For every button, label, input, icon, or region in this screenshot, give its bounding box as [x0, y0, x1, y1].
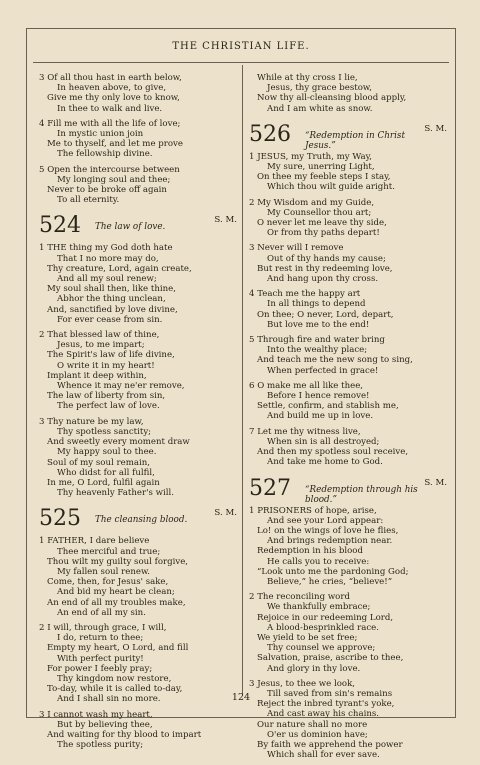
verse-line: To-day, while it is called to-day,	[47, 684, 183, 695]
verse	[39, 710, 239, 751]
verse-line: And teach me the new song to sing,	[257, 355, 413, 366]
verse-line: 5 Open the intercourse between	[39, 164, 180, 175]
verse-line: Thou wilt my guilty soul forgive,	[47, 556, 189, 567]
hymn-meter: S. M.	[424, 477, 447, 488]
header-rule	[33, 62, 449, 63]
verse-line: 1 JESUS, my Truth, my Way,	[249, 151, 373, 162]
verse-line: Thee merciful and true;	[57, 546, 161, 557]
verse-line: The fellowship divine.	[57, 149, 153, 160]
verse-line: 2 The reconciling word	[249, 592, 350, 603]
verse-line: And I shall sin no more.	[57, 694, 161, 705]
verse-line: And I am white as snow.	[267, 103, 373, 114]
verse-line: On thee my feeble steps I stay,	[257, 172, 391, 183]
verse-line: 2 That blessed law of thine,	[39, 330, 160, 341]
verse-line: In all things to depend	[267, 299, 366, 310]
verse-line: The perfect law of love.	[57, 401, 160, 412]
verse-line: Now thy all-cleansing blood apply,	[257, 93, 407, 104]
verse-line: Me to thyself, and let me prove	[47, 139, 184, 150]
verse-line: Rejoice in our redeeming Lord,	[257, 612, 394, 623]
verse-line: Settle, confirm, and stablish me,	[257, 401, 399, 412]
verse-line: Come, then, for Jesus' sake,	[47, 577, 169, 588]
verse-line: Out of thy hands my cause;	[267, 253, 386, 264]
verse	[39, 243, 239, 325]
verse-line: And hang upon thy cross.	[267, 274, 379, 285]
verse-line: While at thy cross I lie,	[257, 73, 358, 83]
verse	[249, 198, 449, 239]
page-number: 124	[231, 692, 251, 703]
verse-line: And then my spotless soul receive,	[257, 447, 409, 458]
verse-line: The spotless purity;	[57, 740, 144, 751]
hymn-number: 526	[249, 121, 291, 147]
verse-line: 2 I will, through grace, I will,	[39, 622, 167, 633]
verse-line: An end of all my sin.	[57, 607, 146, 618]
verse-line: A blood-besprinkled race.	[267, 622, 379, 633]
verse	[249, 592, 449, 674]
verse	[249, 506, 449, 588]
verse-line: “Look unto me the pardoning God;	[257, 566, 409, 577]
verse-line: Lo! on the wings of love he flies,	[257, 525, 399, 536]
verse-line: 6 O make me all like thee,	[249, 380, 364, 391]
verse	[249, 243, 449, 284]
verse-line: Into the wealthy place;	[267, 345, 368, 356]
left-column	[39, 73, 239, 755]
verse-line: In heaven above, to give,	[57, 83, 167, 94]
verse-line: And cast away his chains.	[267, 709, 380, 720]
verse	[39, 417, 239, 499]
verse-line: O write it in my heart!	[57, 360, 155, 371]
verse-line: 3 Never will I remove	[249, 243, 344, 254]
verse	[39, 119, 239, 160]
verse-line: And waiting for thy blood to impart	[47, 729, 202, 740]
verse	[249, 679, 449, 761]
verse-line: When perfected in grace!	[267, 365, 379, 376]
verse-line: Who didst for all fulfil,	[57, 467, 155, 478]
verse-line: For power I feebly pray;	[47, 663, 153, 674]
hymn-heading	[39, 213, 239, 241]
verse	[39, 536, 239, 618]
hymn-heading	[249, 476, 449, 504]
verse-line: Implant it deep within,	[47, 370, 147, 381]
verse	[249, 73, 449, 114]
verse-line: In thee to walk and live.	[57, 103, 163, 114]
verse-line: And take me home to God.	[267, 457, 383, 468]
verse	[39, 330, 239, 412]
verse-line: 4 Fill me with all the life of love;	[39, 118, 181, 129]
hymn-meter: S. M.	[214, 215, 237, 226]
verse-line: 7 Let me thy witness live,	[249, 426, 361, 437]
verse-line: My happy soul to thee.	[57, 447, 157, 458]
verse-line: O never let me leave thy side,	[257, 218, 387, 229]
verse-line: Thy heavenly Father's will.	[57, 488, 174, 499]
verse-line: Or from thy paths depart!	[267, 228, 380, 239]
verse-line: In mystic union join	[57, 129, 144, 140]
hymn-number: 524	[39, 213, 81, 239]
verse-line: He calls you to receive:	[267, 556, 370, 567]
verse-line: That I no more may do,	[57, 253, 159, 264]
verse-line: The Spirit's law of life divine,	[47, 350, 175, 361]
verse-line: 4 Teach me the happy art	[249, 289, 361, 300]
verse	[249, 335, 449, 376]
verse-line: To all eternity.	[57, 195, 120, 206]
verse-line: And glory in thy love.	[267, 663, 361, 674]
verse-line: And see your Lord appear:	[267, 515, 384, 526]
verse-line: Salvation, praise, ascribe to thee,	[257, 653, 404, 664]
verse-line: Reject the inbred tyrant's yoke,	[257, 699, 395, 710]
verse-line: Till saved from sin's remains	[267, 688, 393, 699]
verse-line: Soul of my soul remain,	[47, 457, 150, 468]
verse-line: We thankfully embrace;	[267, 602, 371, 613]
verse-line: And sweetly every moment draw	[47, 437, 190, 448]
verse-line: Which shall for ever save.	[267, 750, 380, 761]
verse-line: In me, O Lord, fulfil again	[47, 477, 160, 488]
verse-line: But by believing thee,	[57, 719, 153, 730]
verse	[249, 152, 449, 193]
verse-line: When sin is all destroyed;	[267, 436, 380, 447]
verse-line: Abhor the thing unclean,	[57, 294, 166, 305]
verse-line: 1 FATHER, I dare believe	[39, 536, 150, 547]
verse-line: With perfect purity!	[57, 653, 144, 664]
column-divider	[242, 65, 243, 695]
verse-line: Our nature shall no more	[257, 719, 368, 730]
verse-line: 2 My Wisdom and my Guide,	[249, 197, 375, 208]
verse-line: Never to be broke off again	[47, 185, 167, 196]
verse-line: Jesus, thy grace bestow,	[267, 83, 372, 94]
verse-line: And build me up in love.	[267, 411, 374, 422]
verse-line: O'er us dominion have;	[267, 729, 368, 740]
verse-line: And all my soul renew;	[57, 274, 157, 285]
verse-line: 3 I cannot wash my heart,	[39, 709, 153, 720]
verse-line: 3 Thy nature be my law,	[39, 416, 144, 427]
hymn-heading	[249, 122, 449, 150]
verse-line: 3 Of all thou hast in earth below,	[39, 73, 182, 83]
verse-line: By faith we apprehend the power	[257, 739, 403, 750]
verse	[249, 427, 449, 468]
hymn-title: “Redemption through his blood.”	[305, 484, 418, 505]
hymnal-page	[26, 28, 456, 761]
verse-line: Jesus, to me impart;	[57, 340, 145, 351]
verse-line: Whence it may ne'er remove,	[57, 381, 185, 392]
verse-line: My Counsellor thou art;	[267, 207, 372, 218]
verse-line: We yield to be set free;	[257, 632, 358, 643]
verse-line: Thy kingdom now restore,	[57, 673, 172, 684]
verse-line: The law of liberty from sin,	[47, 391, 166, 402]
verse-line: And brings redemption near.	[267, 536, 393, 547]
verse-line: My fallen soul renew.	[57, 566, 151, 577]
verse-line: For ever cease from sin.	[57, 314, 163, 325]
hymn-title: “Redemption in Christ Jesus.”	[305, 130, 405, 151]
verse	[39, 165, 239, 206]
hymn-number: 525	[39, 506, 81, 532]
hymn-title: The cleansing blood.	[95, 515, 188, 526]
hymn-number: 527	[249, 475, 291, 501]
verse-line: But love me to the end!	[267, 319, 370, 330]
verse-line: 3 Jesus, to thee we look,	[249, 678, 356, 689]
verse-line: Thy spotless sanctity;	[57, 426, 152, 437]
verse-line: And bid my heart be clean;	[57, 587, 175, 598]
right-column	[249, 73, 449, 765]
verse-line: Thy creature, Lord, again create,	[47, 263, 192, 274]
hymn-title: The law of love.	[95, 222, 166, 233]
verse-line: 1 THE thing my God doth hate	[39, 243, 173, 254]
hymn-heading	[39, 506, 239, 534]
verse-line: Thy counsel we approve;	[267, 643, 376, 654]
verse	[249, 289, 449, 330]
running-header: THE CHRISTIAN LIFE.	[172, 41, 310, 52]
verse	[249, 381, 449, 422]
verse	[39, 73, 239, 114]
hymn-meter: S. M.	[424, 123, 447, 134]
verse-line: Before I hence remove!	[267, 391, 370, 402]
verse-line: My longing soul and thee;	[57, 174, 171, 185]
verse-line: My sure, unerring Light,	[267, 162, 375, 173]
verse-line: I do, return to thee;	[57, 633, 144, 644]
verse-line: But rest in thy redeeming love,	[257, 263, 393, 274]
verse-line: 5 Through fire and water bring	[249, 335, 385, 346]
verse-line: Give me thy only love to know,	[47, 93, 180, 104]
verse-line: 1 PRISONERS of hope, arise,	[249, 505, 377, 516]
verse-line: Redemption in his blood	[257, 546, 363, 557]
verse-line: On thee; O never, Lord, depart,	[257, 309, 394, 320]
verse-line: Which thou wilt guide aright.	[267, 182, 395, 193]
verse-line: An end of all my troubles make,	[47, 597, 186, 608]
verse-line: Believe,” he cries, “believe!”	[267, 576, 393, 587]
hymn-meter: S. M.	[214, 508, 237, 519]
verse-line: My soul shall then, like thine,	[47, 284, 176, 295]
verse-line: Empty my heart, O Lord, and fill	[47, 643, 189, 654]
verse-line: And, sanctified by love divine,	[47, 304, 178, 315]
